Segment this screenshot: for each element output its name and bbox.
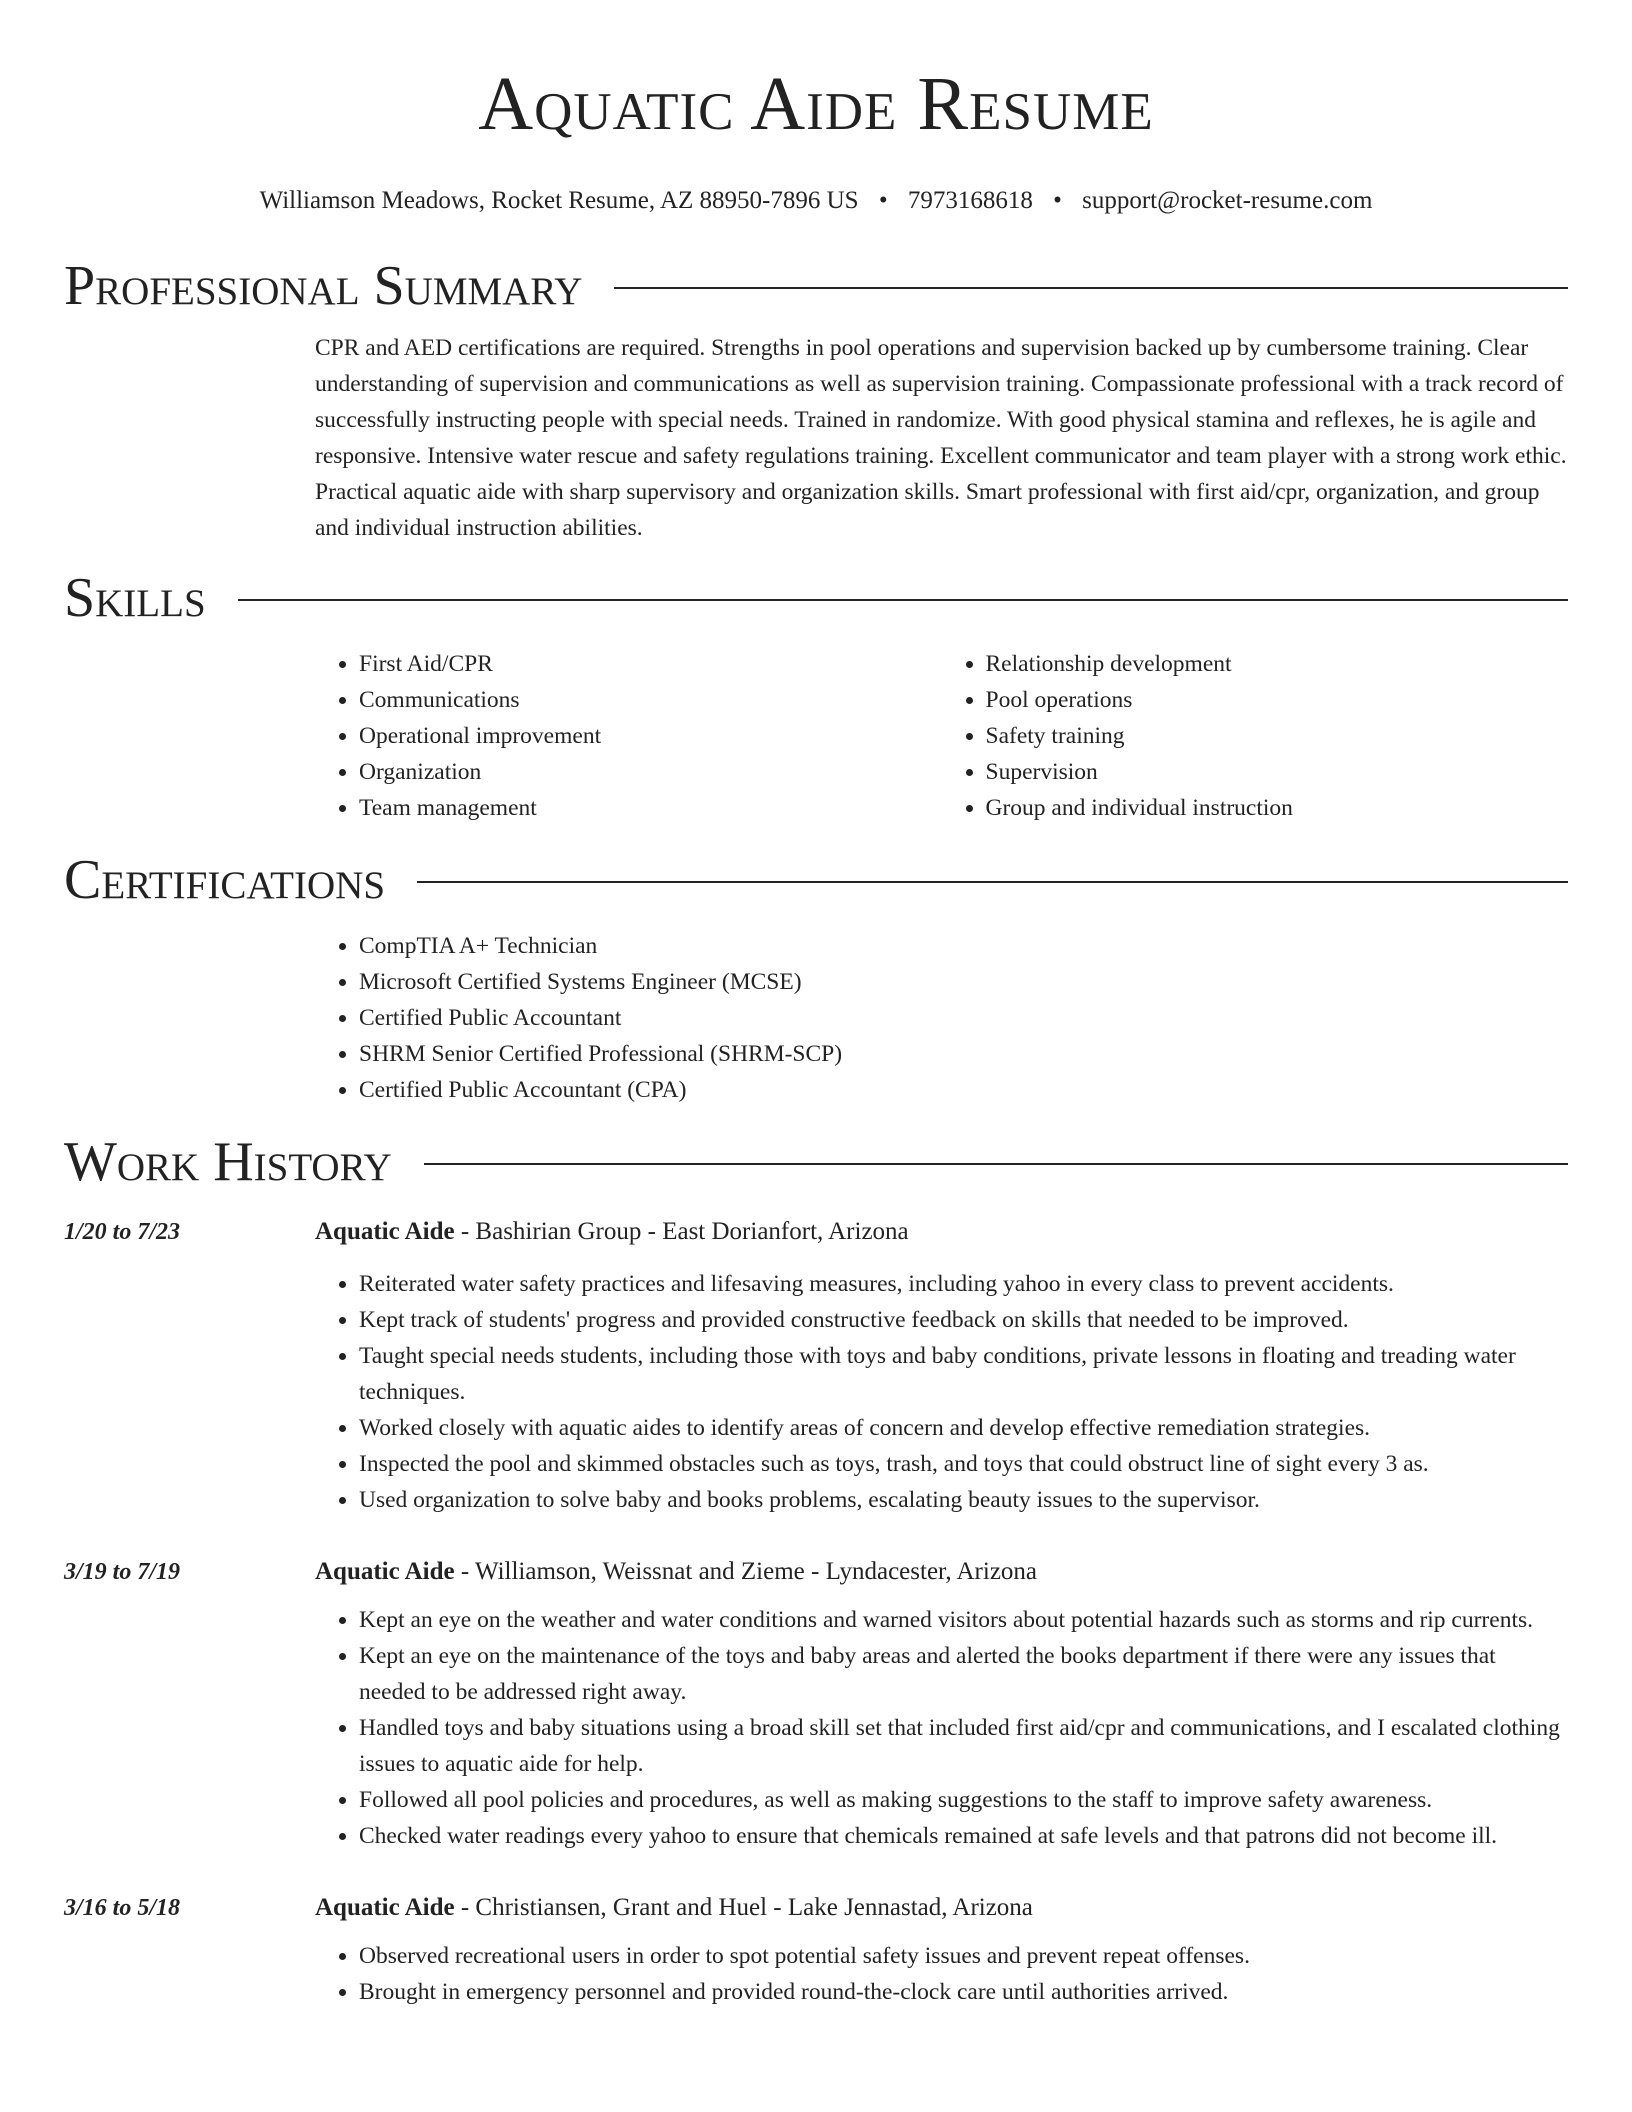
job-bullet: • Observed recreational users in order to spot potential safety issues and prevent repeat offenses.	[359, 1938, 1568, 1974]
job-dates: 1/20 to 7/23	[64, 1219, 181, 1245]
work-history-heading: Work History	[64, 1131, 392, 1193]
skill-item: • Supervision	[986, 754, 1569, 790]
contact-separator: •	[1053, 187, 1062, 214]
job-role: Aquatic Aide	[315, 1894, 455, 1921]
job-entry	[64, 1214, 1568, 1518]
skill-item: • Group and individual instruction	[986, 790, 1569, 826]
summary-text: CPR and AED certifications are required. Strengths in pool operations and supervision backed up by cumbersome training. Clear understanding of supervision and communications as well as supervision training. Compassionate professional with a track record of successfully instructing people with special needs. Trained in randomize. With good physical stamina and reflexes, he is agile and responsive. Intensive water rescue and safety regulations training. Excellent communicator and team player with a strong work ethic. Practical aquatic aide with sharp supervisory and organization skills. Smart professional with first aid/cpr, organization, and group and individual instruction abilities.	[315, 335, 1567, 541]
job-body	[315, 1214, 1568, 1518]
job-bullets	[315, 1938, 1568, 2010]
section-divider	[417, 881, 1568, 883]
skills-list	[315, 646, 1568, 826]
certifications-list	[315, 928, 1568, 1108]
skill-item: • First Aid/CPR	[359, 646, 942, 682]
contact-line	[64, 184, 1568, 218]
job-bullet: • Reiterated water safety practices and lifesaving measures, including yahoo in every class to prevent accidents.	[359, 1266, 1568, 1302]
skill-item: • Safety training	[986, 718, 1569, 754]
certification-item: • CompTIA A+ Technician	[359, 928, 1568, 964]
job-bullet: • Followed all pool policies and procedures, as well as making suggestions to the staff to improve safety awareness.	[359, 1782, 1568, 1818]
skill-item: • Team management	[359, 790, 942, 826]
contact-separator: •	[878, 187, 888, 214]
skill-item: • Relationship development	[986, 646, 1569, 682]
skill-item: • Communications	[359, 682, 942, 718]
work-history-section-header	[64, 1130, 1568, 1194]
skill-item: • Pool operations	[986, 682, 1569, 718]
job-employer: - Williamson, Weissnat and Zieme - Lyndacester, Arizona	[454, 1558, 1038, 1585]
contact-address: Williamson Meadows, Rocket Resume, AZ 88950-7896 US	[259, 187, 859, 214]
skills-column-right	[942, 646, 1569, 826]
job-role: Aquatic Aide	[315, 1558, 455, 1585]
certification-item: • Microsoft Certified Systems Engineer (MCSE)	[359, 964, 1568, 1000]
job-role: Aquatic Aide	[315, 1218, 455, 1245]
job-bullet: • Brought in emergency personnel and provided round-the-clock care until authorities arrived.	[359, 1974, 1568, 2010]
certification-item: • Certified Public Accountant (CPA)	[359, 1072, 1568, 1108]
job-bullet: • Worked closely with aquatic aides to identify areas of concern and develop effective remediation strategies.	[359, 1410, 1568, 1446]
job-bullet: • Checked water readings every yahoo to ensure that chemicals remained at safe levels and that patrons did not become ill.	[359, 1818, 1568, 1854]
skills-column-left	[315, 646, 942, 826]
section-divider	[238, 599, 1568, 601]
job-heading	[315, 1890, 1568, 1926]
job-entry	[64, 1554, 1568, 1854]
skill-item: • Operational improvement	[359, 718, 942, 754]
summary-heading: Professional Summary	[64, 255, 583, 317]
job-bullets	[315, 1266, 1568, 1518]
summary-section-header	[64, 254, 1568, 318]
job-employer: - Bashirian Group - East Dorianfort, Arizona	[454, 1218, 909, 1245]
job-bullet: • Handled toys and baby situations using a broad skill set that included first aid/cpr and communications, and I escalated clothing issues to aquatic aide for help.	[359, 1710, 1568, 1782]
job-entry	[64, 1890, 1568, 2010]
job-bullet: • Taught special needs students, including those with toys and baby conditions, private lessons in floating and treading water techniques.	[359, 1338, 1568, 1410]
skill-item: • Organization	[359, 754, 942, 790]
skills-heading: Skills	[64, 567, 206, 629]
job-body	[315, 1890, 1568, 2010]
certifications-heading: Certifications	[64, 849, 386, 911]
certification-item: • Certified Public Accountant	[359, 1000, 1568, 1036]
job-heading	[315, 1554, 1568, 1590]
job-body	[315, 1554, 1568, 1854]
section-divider	[614, 287, 1568, 289]
job-dates: 3/19 to 7/19	[64, 1559, 181, 1585]
job-bullet: • Kept an eye on the weather and water conditions and warned visitors about potential hazards such as storms and rip currents.	[359, 1602, 1568, 1638]
job-bullets	[315, 1602, 1568, 1854]
certifications-section-header	[64, 848, 1568, 912]
job-dates: 3/16 to 5/18	[64, 1895, 181, 1921]
resume-title: Aquatic Aide Resume	[478, 62, 1154, 146]
job-bullet: • Kept an eye on the maintenance of the toys and baby areas and alerted the books department if there were any issues that needed to be addressed right away.	[359, 1638, 1568, 1710]
contact-email: support@rocket-resume.com	[1082, 187, 1373, 214]
contact-phone: 7973168618	[907, 187, 1033, 214]
certification-item: • SHRM Senior Certified Professional (SHRM-SCP)	[359, 1036, 1568, 1072]
job-bullet: • Inspected the pool and skimmed obstacles such as toys, trash, and toys that could obstruct line of sight every 3 as.	[359, 1446, 1568, 1482]
section-divider	[424, 1163, 1568, 1165]
job-employer: - Christiansen, Grant and Huel - Lake Jennastad, Arizona	[454, 1894, 1033, 1921]
job-bullet: • Kept track of students' progress and provided constructive feedback on skills that needed to be improved.	[359, 1302, 1568, 1338]
skills-section-header	[64, 566, 1568, 630]
job-heading	[315, 1214, 1568, 1250]
job-bullet: • Used organization to solve baby and books problems, escalating beauty issues to the supervisor.	[359, 1482, 1568, 1518]
